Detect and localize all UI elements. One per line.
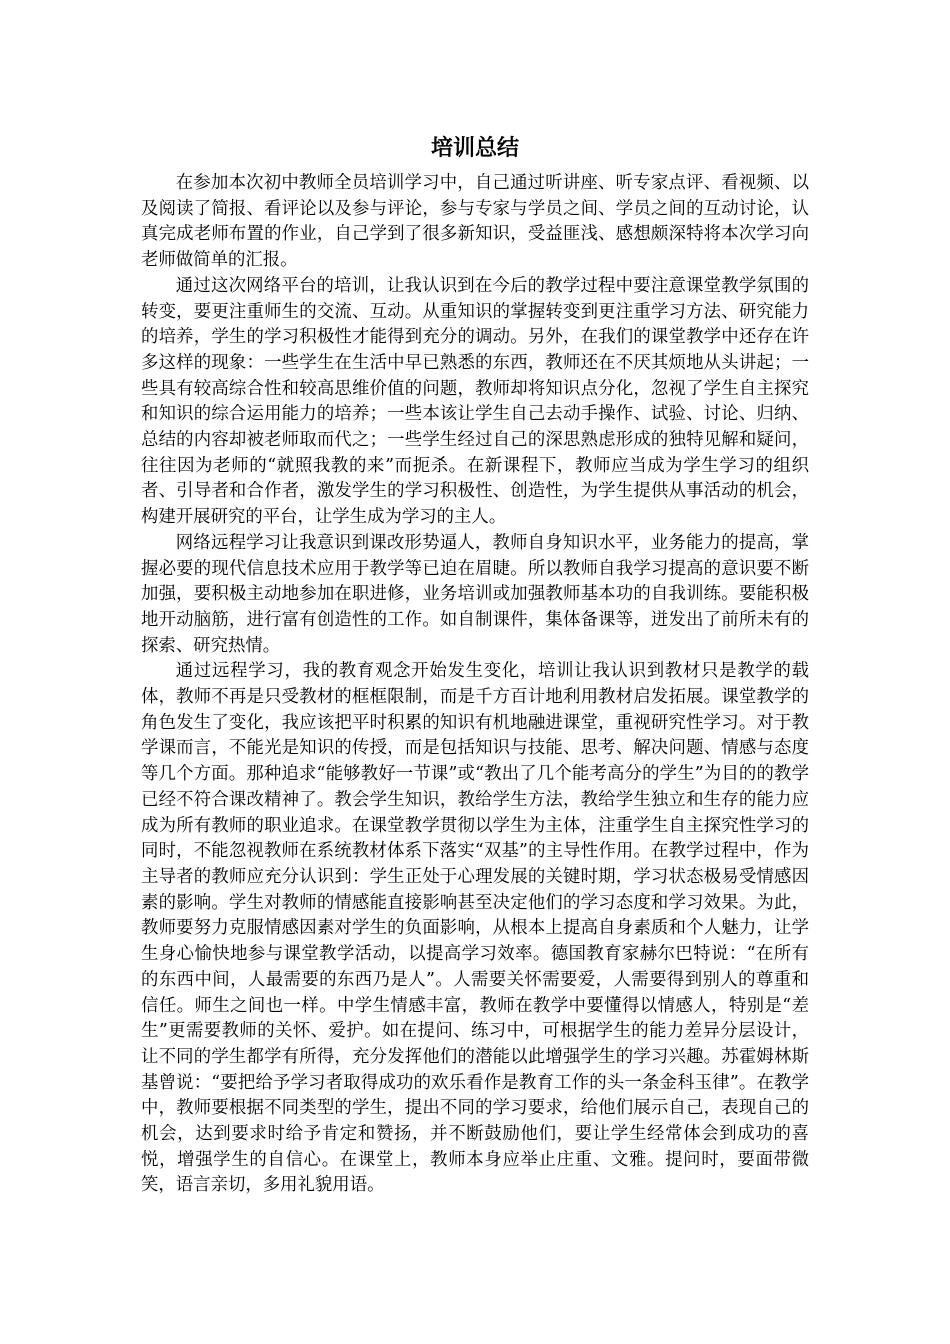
paragraph-2: 通过这次网络平台的培训，让我认识到在今后的教学过程中要注意课堂教学氛围的转变，要更注重师生的交流、互动。从重知识的掌握转变到更注重学习方法、研究能力的培养，学生的学习积极性才能得到充分的调动。另外，在我们的课堂教学中还存在许多这样的现象：一些学生在生活中早已熟悉的东西，教师还在不厌其烦地从头讲起；一些具有较高综合性和较高思维价值的问题，教师却将知识点分化，忽视了学生自主探究和知识的综合运用能力的培养；一些本该让学生自己去动手操作、试验、讨论、归纳、总结的内容却被老师取而代之；一些学生经过自己的深思熟虑形成的独特见解和疑问，往往因为老师的“就照我教的来”而扼杀。在新课程下，教师应当成为学生学习的组织者、引导者和合作者，激发学生的学习积极性、创造性，为学生提供从事活动的机会，构建开展研究的平台，让学生成为学习的主人。: [141, 275, 809, 528]
paragraph-1: 在参加本次初中教师全员培训学习中，自己通过听讲座、听专家点评、看视频、以及阅读了简报、看评论以及参与评论，参与专家与学员之间、学员之间的互动讨论，认真完成老师布置的作业，自己学到了很多新知识，受益匪浅、感想颇深特将本次学习向老师做简单的汇报。: [141, 173, 809, 271]
document-body: [141, 171, 809, 1199]
paragraph-4: 通过远程学习，我的教育观念开始发生变化，培训让我认识到教材只是教学的载体，教师不再是只受教材的框框限制，而是千方百计地利用教材启发拓展。课堂教学的角色发生了变化，我应该把平时积累的知识有机地融进课堂，重视研究性学习。对于教学课而言，不能光是知识的传授，而是包括知识与技能、思考、解决问题、情感与态度等几个方面。那种追求“能够教好一节课”或“教出了几个能考高分的学生”为目的的教学已经不符合课改精神了。教会学生知识，教给学生方法，教给学生独立和生存的能力应成为所有教师的职业追求。在课堂教学贯彻以学生为主体，注重学生自主探究性学习的同时，不能忽视教师在系统教材体系下落实“双基”的主导性作用。在教学过程中，作为主导者的教师应充分认识到：学生正处于心理发展的关键时期，学习状态极易受情感因素的影响。学生对教师的情感能直接影响甚至决定他们的学习态度和学习效果。为此，教师要努力克服情感因素对学生的负面影响，从根本上提高自身素质和个人魅力，让学生身心愉快地参与课堂教学活动，以提高学习效率。德国教育家赫尔巴特说：“在所有的东西中间，人最需要的东西乃是人”。人需要关怀需要爱，人需要得到别人的尊重和信任。师生之间也一样。中学生情感丰富，教师在教学中要懂得以情感人，特别是“差生”更需要教师的关怀、爱护。如在提问、练习中，可根据学生的能力差异分层设计，让不同的学生都学有所得，充分发挥他们的潜能以此增强学生的学习兴趣。苏霍姆林斯基曾说：“要把给予学习者取得成功的欢乐看作是教育工作的头一条金科玉律”。在教学中，教师要根据不同类型的学生，提出不同的学习要求，给他们展示自己，表现自己的机会，达到要求时给予肯定和赞扬，并不断鼓励他们，要让学生经常体会到成功的喜悦，增强学生的自信心。在课堂上，教师本身应举止庄重、文雅。提问时，要面带微笑，语言亲切，多用礼貌用语。: [141, 661, 809, 1196]
paragraph-3: 网络远程学习让我意识到课改形势逼人，教师自身知识水平，业务能力的提高，掌握必要的现代信息技术应用于教学等已迫在眉睫。所以教师自我学习提高的意识要不断加强，要积极主动地参加在职进修，业务培训或加强教师基本功的自我训练。要能积极地开动脑筋，进行富有创造性的工作。如自制课件，集体备课等，迸发出了前所未有的探索、研究热情。: [141, 532, 809, 656]
page-title: 培训总结: [430, 136, 519, 161]
